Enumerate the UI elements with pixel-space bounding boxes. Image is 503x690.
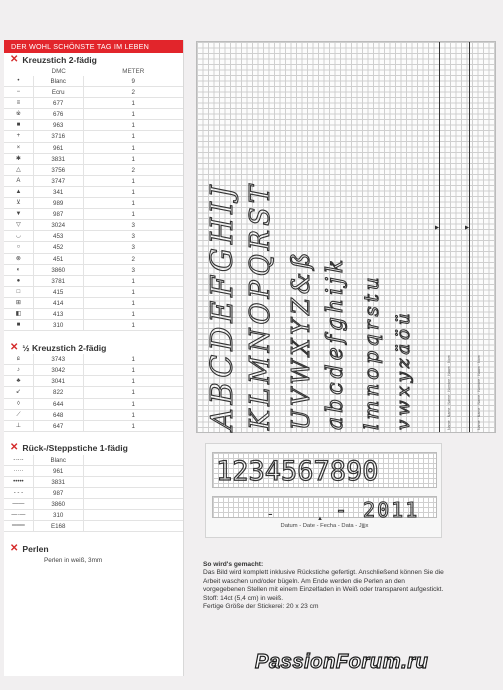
stitch-symbol: ♪ [4, 365, 34, 375]
date-marker-triangle-icon: ▲ [317, 516, 323, 522]
meter-value: 1 [131, 411, 135, 419]
dmc-code: 961 [34, 466, 84, 476]
stitch-symbol: ◧ [4, 309, 34, 319]
stitch-symbol: ⊗ [4, 254, 34, 264]
table-row [4, 209, 183, 220]
alphabet-row-5: lmnopqrstu [359, 273, 383, 430]
table-row [4, 477, 183, 488]
meter-value: 1 [131, 277, 135, 285]
dmc-code: 413 [34, 309, 84, 319]
dmc-code: 961 [34, 143, 84, 153]
dmc-code: 987 [34, 488, 84, 498]
section-rueck [4, 442, 183, 455]
meter-value [84, 488, 183, 498]
section-kreuzstich [4, 53, 183, 66]
dmc-code: 341 [34, 187, 84, 197]
meter-value: 1 [131, 310, 135, 318]
table-row [4, 421, 183, 432]
dmc-code: 987 [34, 209, 84, 219]
dmc-code: 310 [34, 320, 84, 330]
stitch-symbol: ◊ [4, 399, 34, 409]
table-row [4, 231, 183, 242]
number-chart [205, 443, 442, 538]
table-row [4, 131, 183, 142]
dmc-code: 415 [34, 287, 84, 297]
table-row [4, 265, 183, 276]
dmc-code: 3860 [34, 499, 84, 509]
meter-value: 3 [131, 222, 135, 230]
stitch-symbol: ═══ [4, 521, 34, 531]
thread-key-panel [4, 40, 184, 676]
table-row [4, 466, 183, 477]
meter-value: 1 [131, 200, 135, 208]
meter-value [84, 510, 183, 520]
stitch-symbol: A [4, 176, 34, 186]
dmc-code: 677 [34, 98, 84, 108]
meter-value [84, 466, 183, 476]
dmc-code: 647 [34, 421, 84, 431]
stitch-symbol: □ [4, 287, 34, 297]
table-row [4, 109, 183, 120]
stitch-symbol: ⊞ [4, 298, 34, 308]
section-perlen-title: Perlen [22, 543, 49, 554]
table-row [4, 387, 183, 398]
meter-value: 3 [131, 233, 135, 241]
table-row [4, 187, 183, 198]
alphabet-row-1: ABCDEFGHIJ [205, 182, 240, 430]
meter-value: 2 [131, 255, 135, 263]
stitch-symbol: ɕ [4, 354, 34, 364]
alphabet-chart [196, 41, 496, 433]
meter-value: 1 [131, 299, 135, 307]
section-halbkreuz-title: ½ Kreuzstich 2-fädig [22, 342, 107, 353]
stitch-symbol: ≡ [4, 98, 34, 108]
instructions [203, 561, 448, 611]
table-row [4, 410, 183, 421]
instructions-size: Fertige Größe der Stickerei: 20 x 23 cm [203, 603, 319, 611]
dmc-code: 453 [34, 231, 84, 241]
stitch-symbol: ※ [4, 109, 34, 119]
alphabet-row-6: vwxyzäöü [393, 309, 414, 430]
dmc-code: Ecru [34, 87, 84, 97]
dmc-code: 414 [34, 298, 84, 308]
meter-value: 1 [131, 122, 135, 130]
dmc-code: 963 [34, 120, 84, 130]
dmc-code: Blanc [34, 76, 84, 86]
table-row [4, 376, 183, 387]
dmc-code: 3756 [34, 165, 84, 175]
table-row [4, 365, 183, 376]
stitch-symbol: ● [4, 276, 34, 286]
table-row [4, 254, 183, 265]
stitch-symbol: ▼ [4, 209, 34, 219]
stitch-symbol: ✱ [4, 154, 34, 164]
rueck-table [4, 455, 183, 533]
meter-value: 1 [131, 177, 135, 185]
stitch-symbol: -·-·- [4, 455, 34, 465]
dmc-code: 3747 [34, 176, 84, 186]
dmc-code: 3042 [34, 365, 84, 375]
stitch-symbol: - - - [4, 488, 34, 498]
name-label-a: Name · Name · Name · Nombre · Naam · Nom [447, 355, 451, 430]
marker-triangle-icon: ▼ [463, 224, 471, 231]
section-perlen [4, 542, 183, 555]
alphabet-row-3: UVWXYZ&ß [287, 248, 315, 430]
dmc-code: 3831 [34, 477, 84, 487]
stitch-symbol: ◐ [4, 265, 34, 275]
stitch-symbol: + [4, 131, 34, 141]
digits-row: 1234567890 [216, 456, 379, 487]
dmc-code: 3041 [34, 376, 84, 386]
kreuzstich-table [4, 76, 183, 331]
stitch-symbol: ⊻ [4, 198, 34, 208]
stitch-symbol: ⟋ [4, 410, 34, 420]
stitch-symbol: × [4, 143, 34, 153]
table-row [4, 198, 183, 209]
stitch-symbol: − [4, 87, 34, 97]
watermark: PassionForum.ru [255, 651, 429, 673]
table-row [4, 399, 183, 410]
stitch-symbol: ○ [4, 242, 34, 252]
meter-value: 1 [131, 378, 135, 386]
meter-value: 1 [131, 400, 135, 408]
meter-value: 1 [131, 389, 135, 397]
table-row [4, 455, 183, 466]
stitch-symbol: △ [4, 165, 34, 175]
name-line-right [469, 42, 470, 432]
stitch-symbol: —— [4, 499, 34, 509]
banner-title: DER WOHL SCHÖNSTE TAG IM LEBEN [4, 40, 183, 53]
table-row [4, 242, 183, 253]
name-label-b: Name · Name · Name · Nombre · Naam · Nom [477, 355, 481, 430]
perlen-text: Perlen in weiß, 3mm [44, 557, 103, 565]
col-meter: METER [122, 67, 145, 75]
dmc-code: 3743 [34, 354, 84, 364]
meter-value: 2 [131, 89, 135, 97]
cross-icon: ✕ [10, 542, 19, 554]
meter-value: 1 [131, 155, 135, 163]
date-year: - 2011 [335, 498, 420, 522]
table-row [4, 87, 183, 98]
meter-value: 1 [131, 211, 135, 219]
table-row [4, 287, 183, 298]
stitch-symbol: ▽ [4, 220, 34, 230]
meter-value [84, 477, 183, 487]
dmc-code: 644 [34, 399, 84, 409]
table-row [4, 320, 183, 331]
stitch-symbol: ■ [4, 320, 34, 330]
dmc-code: 3024 [34, 220, 84, 230]
table-row [4, 120, 183, 131]
table-row [4, 143, 183, 154]
stitch-symbol: ♣ [4, 376, 34, 386]
meter-value: 1 [131, 356, 135, 364]
dmc-code: 310 [34, 510, 84, 520]
instructions-stoff: Stoff: 14ct (5,4 cm) in weiß. [203, 594, 284, 602]
stitch-symbol: ••••• [4, 477, 34, 487]
meter-value: 3 [131, 266, 135, 274]
table-row [4, 98, 183, 109]
date-dash: - [268, 505, 273, 521]
meter-value: 1 [131, 133, 135, 141]
name-lines [433, 42, 495, 432]
stitch-symbol: ◡ [4, 231, 34, 241]
table-row [4, 176, 183, 187]
table-row [4, 499, 183, 510]
meter-value [84, 521, 183, 531]
dmc-code: 3860 [34, 265, 84, 275]
meter-value: 1 [131, 367, 135, 375]
dmc-code: 648 [34, 410, 84, 420]
date-label: Datum - Date - Fecha - Data - Jjjjx [280, 523, 369, 529]
dmc-code: 676 [34, 109, 84, 119]
instructions-body: Das Bild wird komplett inklusive Rückstiche gefertigt. Anschließend können Sie die Arbeit waschen und/oder bügeln. Am Ende werden die Perlen an den vorgegebenen Stellen mit einem Einzelfaden in Weiß oder transparent aufgestickt. [203, 569, 444, 594]
alphabet-row-2: KLMNOPQRST [245, 181, 276, 430]
table-row [4, 276, 183, 287]
dmc-code: Blanc [34, 455, 84, 465]
table-row [4, 154, 183, 165]
dmc-code: 451 [34, 254, 84, 264]
section-kreuzstich-title: Kreuzstich 2-fädig [22, 54, 97, 65]
meter-value: 1 [131, 100, 135, 108]
digits-grid [212, 452, 437, 488]
date-grid [212, 496, 437, 522]
instructions-heading: So wird's gemacht: [203, 561, 264, 568]
name-line-left [439, 42, 440, 432]
meter-value: 1 [131, 188, 135, 196]
dmc-code: 3716 [34, 131, 84, 141]
cross-icon: ✕ [10, 442, 19, 454]
meter-value: 1 [131, 144, 135, 152]
table-row [4, 165, 183, 176]
cross-icon: ✕ [10, 341, 19, 353]
meter-value: 1 [131, 422, 135, 430]
table-row [4, 510, 183, 521]
stitch-symbol: ■ [4, 120, 34, 130]
dmc-code: 3781 [34, 276, 84, 286]
dmc-code: 989 [34, 198, 84, 208]
marker-triangle-icon: ▼ [433, 224, 441, 231]
section-halbkreuz [4, 341, 183, 354]
halbkreuz-table [4, 354, 183, 432]
stitch-symbol: —·— [4, 510, 34, 520]
table-row [4, 309, 183, 320]
meter-value: 1 [131, 111, 135, 119]
table-row [4, 354, 183, 365]
stitch-symbol: ▲ [4, 187, 34, 197]
dmc-code: 822 [34, 387, 84, 397]
alphabet-row-4: abcdefghijk [323, 255, 348, 430]
stitch-symbol: ↙ [4, 387, 34, 397]
stitch-symbol: ····· [4, 466, 34, 476]
table-header [4, 66, 183, 76]
col-dmc: DMC [51, 67, 66, 75]
table-row [4, 220, 183, 231]
meter-value [84, 499, 183, 509]
table-row [4, 488, 183, 499]
table-row [4, 298, 183, 309]
table-row [4, 521, 183, 532]
meter-value: 2 [131, 166, 135, 174]
meter-value: 1 [131, 322, 135, 330]
stitch-symbol: • [4, 76, 34, 86]
meter-value: 9 [131, 78, 135, 85]
table-row [4, 76, 183, 87]
meter-value: 3 [131, 244, 135, 252]
dmc-code: 452 [34, 242, 84, 252]
meter-value [84, 455, 183, 465]
dmc-code: E168 [34, 521, 84, 531]
dmc-code: 3831 [34, 154, 84, 164]
section-rueck-title: Rück-/Steppstiche 1-fädig [22, 443, 128, 454]
cross-icon: ✕ [10, 53, 19, 65]
meter-value: 1 [131, 288, 135, 296]
stitch-symbol: ⊥ [4, 421, 34, 431]
